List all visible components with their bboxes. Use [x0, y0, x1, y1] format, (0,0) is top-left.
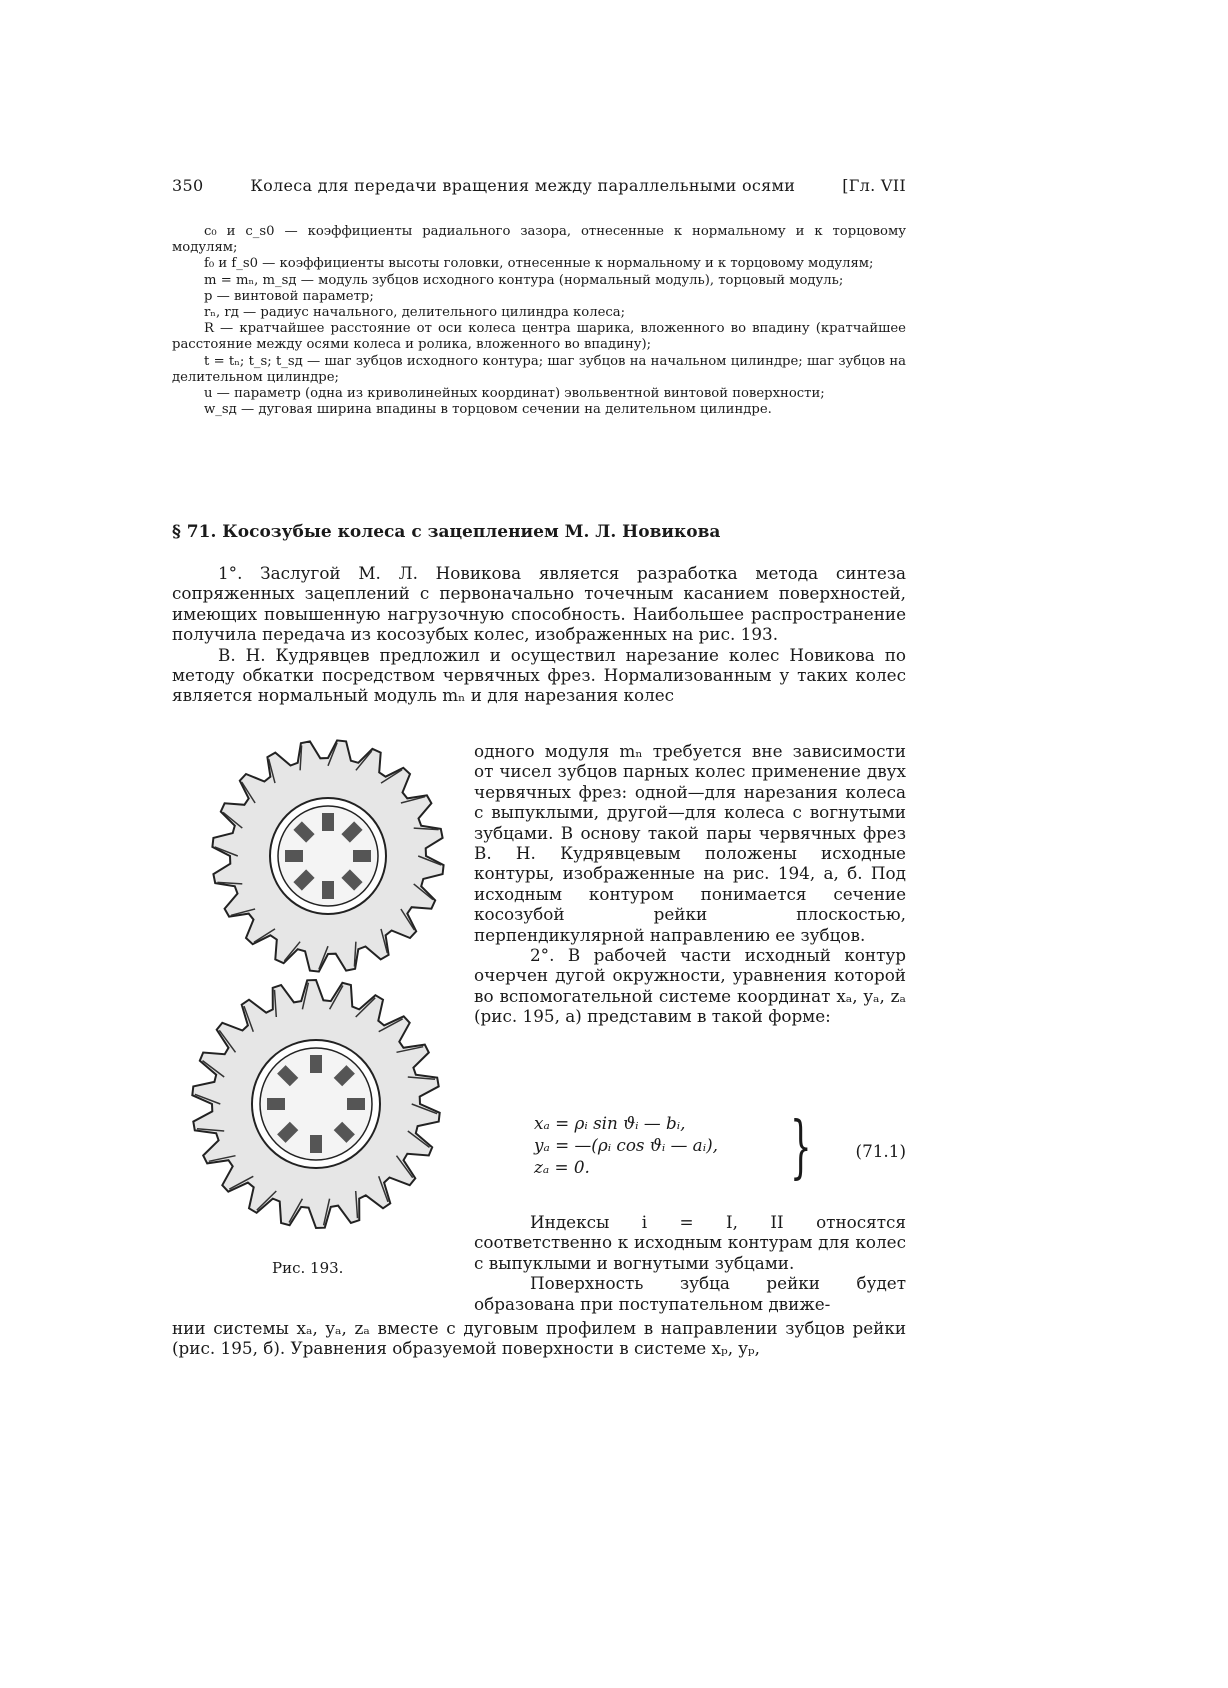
definition-item: p — винтовой параметр;: [204, 288, 374, 304]
paragraph-2: В. Н. Кудрявцев предложил и осуществил нарезание колес Новикова по методу обкатки посредством червячных фрез. Нормализованным у таких колес является нормальный модуль mₙ и для нарезания колес: [172, 644, 906, 706]
chapter-label: [Гл. VII: [842, 176, 906, 195]
definition-item: t = tₙ; t_s; t_sд — шаг зубцов исходного контура; шаг зубцов на начальном цилиндре; шаг зубцов на делительном цилиндре;: [172, 353, 906, 385]
lower-gear: [192, 980, 439, 1228]
right-column-text-2: [474, 1212, 906, 1314]
running-header: [172, 176, 906, 195]
right-column-text: [474, 741, 906, 1027]
definition-item: c₀ и c_s0 — коэффициенты радиального зазора, отнесенные к нормальному и к торцовому модулям;: [172, 224, 906, 256]
gear-pair-figure: [178, 738, 466, 1248]
bottom-text: [172, 1318, 906, 1359]
definition-item: m = mₙ, m_sд — модуль зубцов исходного контура (нормальный модуль), торцовый модуль;: [204, 272, 844, 288]
page-number: 350: [172, 176, 204, 195]
definition-item: rₙ, rд — радиус начального, делительного цилиндра колеса;: [204, 305, 626, 321]
paragraph-4: Индексы i = I, II относятся соответственно к исходным контурам для колес с выпуклыми и вогнутыми зубцами.: [474, 1212, 906, 1273]
figure-caption: Рис. 193.: [272, 1259, 344, 1277]
section-title: § 71. Косозубые колеса с зацеплением М. Л. Новикова: [172, 522, 721, 542]
definition-item: w_sд — дуговая ширина впадины в торцовом сечении на делительном цилиндре.: [204, 402, 772, 418]
upper-gear: [212, 740, 443, 971]
running-title: Колеса для передачи вращения между параллельными осями: [250, 176, 796, 195]
notation-list: [172, 218, 906, 418]
paragraph-1: 1°. Заслугой М. Л. Новикова является разработка метода синтеза сопряженных зацеплений с первоначально точечным касанием поверхностей, имеющих повышенную нагрузочную способность. Наибольшее распространение получила передача из косозубых колес, изображенных на рис. 193.: [172, 563, 906, 645]
intro-text: [172, 563, 906, 706]
paragraph-5: Поверхность зубца рейки будет образована при поступательном движе-: [474, 1273, 906, 1314]
paragraph-5-continued: нии системы xₐ, yₐ, zₐ вместе с дуговым профилем в направлении зубцов рейки (рис. 195, б). Уравнения образуемой поверхности в системе xₚ, yₚ,: [172, 1318, 906, 1359]
definition-item: R — кратчайшее расстояние от оси колеса центра шарика, вложенного во впадину (кратчайшее расстояние между осями колеса и ролика, вложенного во впадину);: [172, 321, 906, 353]
equation-line-3: zₐ = 0.: [534, 1157, 590, 1177]
definition-item: f₀ и f_s0 — коэффициенты высоты головки, отнесенные к нормальному и к торцовому модулям;: [204, 256, 874, 272]
right-brace: }: [790, 1108, 812, 1187]
paragraph-3: 2°. В рабочей части исходный контур очерчен дугой окружности, уравнения которой во вспомогательной системе координат xₐ, yₐ, zₐ (рис. 195, а) представим в такой форме:: [474, 945, 906, 1027]
equation-line-2: yₐ = —(ρᵢ cos ϑᵢ — aᵢ),: [534, 1135, 718, 1155]
equation-line-1: xₐ = ρᵢ sin ϑᵢ — bᵢ,: [534, 1113, 686, 1133]
definition-item: u — параметр (одна из криволинейных координат) эвольвентной винтовой поверхности;: [204, 386, 825, 402]
equation-71-1: [530, 1108, 906, 1194]
paragraph-2-continued: одного модуля mₙ требуется вне зависимости от чисел зубцов парных колес применение двух червячных фрез: одной—для нарезания колеса с выпуклыми, другой—для колеса с вогнутыми зубцами. В основу такой пары червячных фрез В. Н. Кудрявцевым положены исходные контуры, изображенные на рис. 194, а, б. Под исходным контуром понимается сечение косозубой рейки плоскостью, перпендикулярной направлению ее зубцов.: [474, 741, 906, 945]
equation-number: (71.1): [855, 1141, 906, 1161]
